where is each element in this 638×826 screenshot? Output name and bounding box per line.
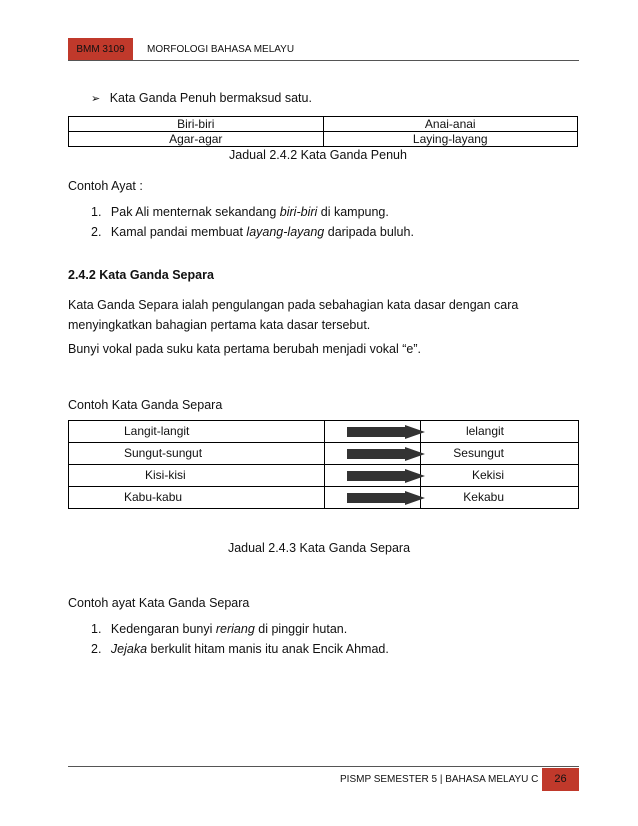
arrow-cell bbox=[325, 443, 421, 465]
list-number: 1. bbox=[91, 205, 102, 219]
contoh2-list bbox=[91, 619, 389, 659]
right-arrow-icon bbox=[347, 425, 425, 439]
table-kata-ganda-penuh bbox=[68, 116, 578, 147]
contoh-heading: Contoh Ayat : bbox=[68, 179, 143, 193]
table2-caption: Jadual 2.4.3 Kata Ganda Separa bbox=[227, 541, 411, 555]
sentence-text: daripada buluh. bbox=[324, 225, 414, 239]
table-cell: Anai-anai bbox=[323, 117, 578, 132]
sentence-text: berkulit hitam manis itu anak Encik Ahmad. bbox=[147, 642, 389, 656]
table-kata-ganda-separa bbox=[68, 420, 579, 509]
header-divider bbox=[68, 60, 579, 61]
table-row bbox=[69, 465, 579, 487]
table-cell: Biri-biri bbox=[69, 117, 324, 132]
arrow-bullet-icon: ➢ bbox=[91, 93, 101, 105]
table-row bbox=[69, 117, 578, 132]
section-paragraph-2: Bunyi vokal pada suku kata pertama berubah menjadi vokal “e”. bbox=[68, 342, 421, 356]
section-paragraph bbox=[68, 295, 518, 335]
table-cell: Kekisi bbox=[421, 465, 579, 487]
right-arrow-icon bbox=[347, 447, 425, 461]
table1-caption bbox=[0, 148, 638, 162]
contoh-list bbox=[91, 202, 414, 242]
sentence-text: di pinggir hutan. bbox=[254, 622, 348, 636]
table-cell: Sungut-sungut bbox=[69, 443, 325, 465]
table-row bbox=[69, 421, 579, 443]
page-number: 26 bbox=[542, 768, 579, 791]
list-item bbox=[91, 202, 414, 222]
italic-word: Jejaka bbox=[110, 642, 148, 656]
table-cell: lelangit bbox=[421, 421, 579, 443]
list-item bbox=[91, 222, 414, 242]
italic-word: reriang bbox=[215, 622, 255, 636]
table-cell: Langit-langit bbox=[69, 421, 325, 443]
list-item bbox=[91, 639, 389, 659]
italic-word: layang-layang bbox=[246, 225, 325, 239]
table-row bbox=[69, 443, 579, 465]
sentence-text: di kampung. bbox=[317, 205, 389, 219]
header-title: MORFOLOGI BAHASA MELAYU bbox=[147, 44, 295, 55]
list-item bbox=[91, 619, 389, 639]
list-number: 1. bbox=[91, 622, 102, 636]
sentence-text: Kamal pandai membuat bbox=[110, 225, 247, 239]
list-number: 2. bbox=[91, 642, 102, 656]
sentence-text: Pak Ali menternak sekandang bbox=[110, 205, 280, 219]
right-arrow-icon bbox=[347, 491, 425, 505]
table2-heading: Contoh Kata Ganda Separa bbox=[68, 398, 223, 412]
right-arrow-icon bbox=[347, 469, 425, 483]
table-cell: Sesungut bbox=[421, 443, 579, 465]
bullet-text: Kata Ganda Penuh bermaksud satu. bbox=[109, 91, 312, 105]
table-cell: Kabu-kabu bbox=[69, 487, 325, 509]
contoh2-heading: Contoh ayat Kata Ganda Separa bbox=[68, 596, 250, 610]
header-code-badge: BMM 3109 bbox=[68, 38, 133, 61]
italic-word: biri-biri bbox=[279, 205, 318, 219]
caption-text: Jadual 2.4.2 Kata Ganda Penuh bbox=[229, 148, 407, 162]
arrow-cell bbox=[325, 487, 421, 509]
table-cell: Kekabu bbox=[421, 487, 579, 509]
arrow-cell bbox=[325, 421, 421, 443]
table-cell: Kisi-kisi bbox=[69, 465, 325, 487]
table-cell: Agar-agar bbox=[69, 132, 324, 147]
paragraph-line: menyingkatkan bahagian pertama kata dasar tersebut. bbox=[68, 318, 371, 332]
sentence-text: Kedengaran bunyi bbox=[110, 622, 216, 636]
table-row bbox=[69, 132, 578, 147]
table-cell: Laying-layang bbox=[323, 132, 578, 147]
list-number: 2. bbox=[91, 225, 102, 239]
footer-text: PISMP SEMESTER 5 | BAHASA MELAYU C bbox=[340, 774, 539, 785]
footer-divider bbox=[68, 766, 579, 767]
paragraph-line: Kata Ganda Separa ialah pengulangan pada sebahagian kata dasar dengan cara bbox=[68, 298, 519, 312]
table-row bbox=[69, 487, 579, 509]
bullet-line bbox=[91, 91, 312, 105]
section-heading: 2.4.2 Kata Ganda Separa bbox=[68, 268, 214, 282]
arrow-cell bbox=[325, 465, 421, 487]
